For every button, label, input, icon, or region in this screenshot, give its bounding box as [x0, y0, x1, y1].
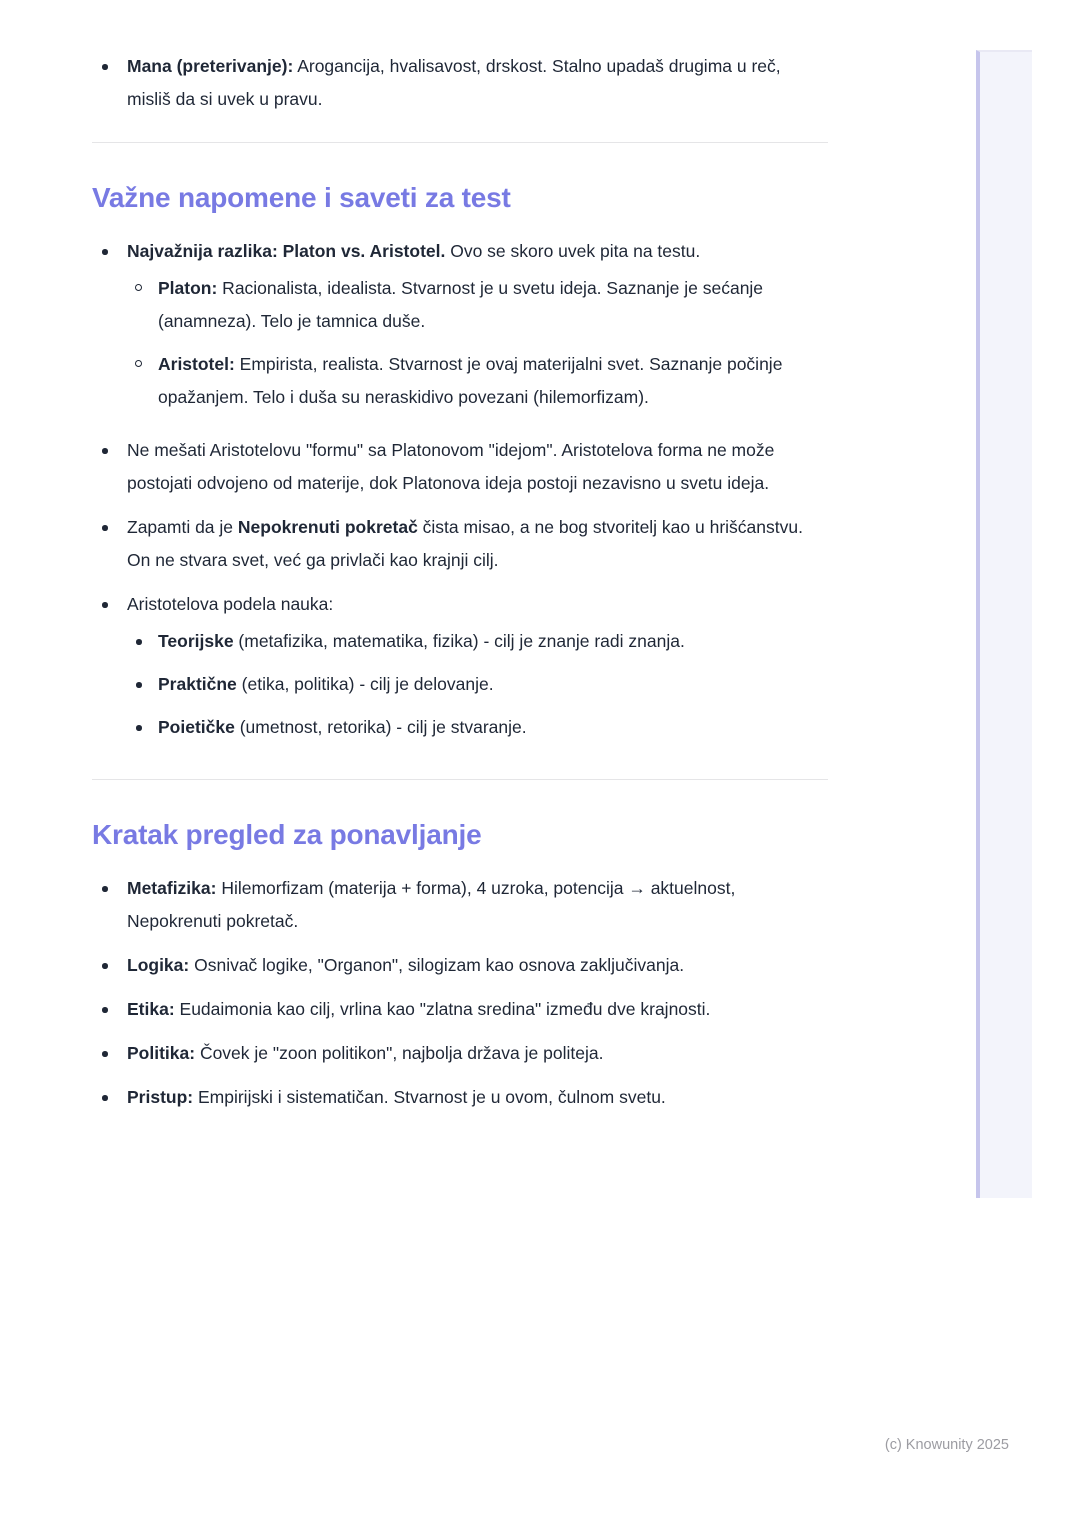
bullet-icon: [92, 872, 127, 892]
item-pre: Aristotelova podela nauka:: [127, 594, 334, 614]
bullet-icon: [127, 668, 158, 688]
list-item: [92, 588, 828, 753]
footer-credit: (c) Knowunity 2025: [884, 1437, 1009, 1453]
sub-list-item: [127, 272, 828, 338]
list-item-text: [127, 1037, 828, 1070]
item-post: Empirijski i sistematičan. Stvarnost je u ovom, čulnom svetu.: [193, 1087, 666, 1107]
item-bold: Praktične: [158, 674, 237, 694]
bullet-icon: [92, 1081, 127, 1101]
list-item: [92, 872, 828, 938]
next-page-edge-strip: [976, 50, 1032, 1198]
bullet-icon: [92, 50, 127, 70]
list-item-text: [158, 668, 828, 701]
circle-bullet-icon: [127, 348, 158, 367]
section-2-list: [92, 872, 828, 1114]
list-item-text: [127, 434, 828, 500]
bullet-icon: [92, 949, 127, 969]
bullet-icon: [92, 1037, 127, 1057]
list-item-text: [127, 1081, 828, 1114]
sub-list-item: [127, 625, 828, 658]
item-bold: Mana (preterivanje):: [127, 56, 294, 76]
item-pre: Ne mešati Aristotelovu "formu" sa Platonovom "idejom". Aristotelova forma ne može postojati odvojeno od materije, dok Platonova ideja postoji nezavisno u svetu ideja.: [127, 440, 775, 493]
item-bold: Platon:: [158, 278, 218, 298]
section-title: Kratak pregled za ponavljanje: [92, 819, 482, 850]
list-item: [92, 50, 828, 116]
item-bold: Logika:: [127, 955, 190, 975]
content-column: [92, 50, 828, 1114]
item-post: Osnivač logike, "Organon", silogizam kao osnova zaključivanja.: [189, 955, 685, 975]
item-bold: Metafizika:: [127, 878, 217, 898]
list-item-text: [127, 872, 828, 938]
item-post: čista misao, a ne bog stvoritelj kao u hrišćanstvu. On ne stvara svet, već ga privlači kao krajnji cilj.: [127, 517, 803, 570]
section-divider: [92, 142, 828, 143]
sub-list-item: [127, 348, 828, 414]
list-item-text: [127, 949, 828, 982]
item-post: Racionalista, idealista. Stvarnost je u svetu ideja. Saznanje je sećanje (anamneza). Telo je tamnica duše.: [158, 278, 764, 331]
list-item: [92, 235, 828, 423]
sub-list-item: [127, 711, 828, 744]
list-item-text: [158, 711, 828, 744]
list-item: [92, 1037, 828, 1070]
bullet-icon: [127, 711, 158, 731]
item-post: Ovo se skoro uvek pita na testu.: [445, 241, 701, 261]
list-item-text: [127, 588, 828, 753]
item-bold: Aristotel:: [158, 354, 235, 374]
sub-list: [127, 625, 828, 744]
intro-list: [92, 50, 828, 116]
list-item: [92, 1081, 828, 1114]
item-post: (metafizika, matematika, fizika) - cilj je znanje radi znanja.: [233, 631, 685, 651]
bullet-icon: [127, 625, 158, 645]
list-item-text: [127, 511, 828, 577]
list-item-text: [158, 625, 828, 658]
bullet-icon: [92, 434, 127, 454]
item-bold: Poietičke: [158, 717, 235, 737]
list-item: [92, 949, 828, 982]
list-item: [92, 434, 828, 500]
item-post: Empirista, realista. Stvarnost je ovaj materijalni svet. Saznanje počinje opažanjem. Telo i duša su neraskidivo povezani (hilemorfizam).: [158, 354, 783, 407]
item-post: Arogancija, hvalisavost, drskost. Stalno upadaš drugima u reč, misliš da si uvek u pravu.: [127, 56, 781, 109]
list-item-text: [127, 993, 828, 1026]
bullet-icon: [92, 588, 127, 608]
item-pre: Zapamti da je: [127, 517, 238, 537]
bullet-icon: [92, 511, 127, 531]
list-item-text: [127, 235, 828, 423]
section-divider: [92, 779, 828, 780]
item-post: (etika, politika) - cilj je delovanje.: [236, 674, 494, 694]
bullet-icon: [92, 235, 127, 255]
item-bold: Nepokrenuti pokretač: [237, 517, 418, 537]
list-item-text: [158, 272, 828, 338]
item-post: Eudaimonia kao cilj, vrlina kao "zlatna sredina" između dve krajnosti.: [174, 999, 711, 1019]
bullet-icon: [92, 993, 127, 1013]
list-item: [92, 993, 828, 1026]
section-title: Važne napomene i saveti za test: [92, 182, 511, 213]
item-post: Čovek je "zoon politikon", najbolja država je politeja.: [195, 1043, 604, 1063]
sub-list: [127, 272, 828, 414]
list-item: [92, 511, 828, 577]
item-post: (umetnost, retorika) - cilj je stvaranje.: [234, 717, 527, 737]
list-item-text: [127, 50, 828, 116]
item-bold: Etika:: [127, 999, 175, 1019]
circle-bullet-icon: [127, 272, 158, 291]
list-item-text: [158, 348, 828, 414]
item-bold: Najvažnija razlika: Platon vs. Aristotel.: [127, 241, 446, 261]
item-bold: Pristup:: [127, 1087, 194, 1107]
item-post: Hilemorfizam (materija + forma), 4 uzroka, potencija → aktuelnost, Nepokrenuti pokretač.: [127, 878, 736, 931]
item-bold: Teorijske: [158, 631, 234, 651]
item-bold: Politika:: [127, 1043, 196, 1063]
sub-list-item: [127, 668, 828, 701]
section-1-list: [92, 235, 828, 753]
